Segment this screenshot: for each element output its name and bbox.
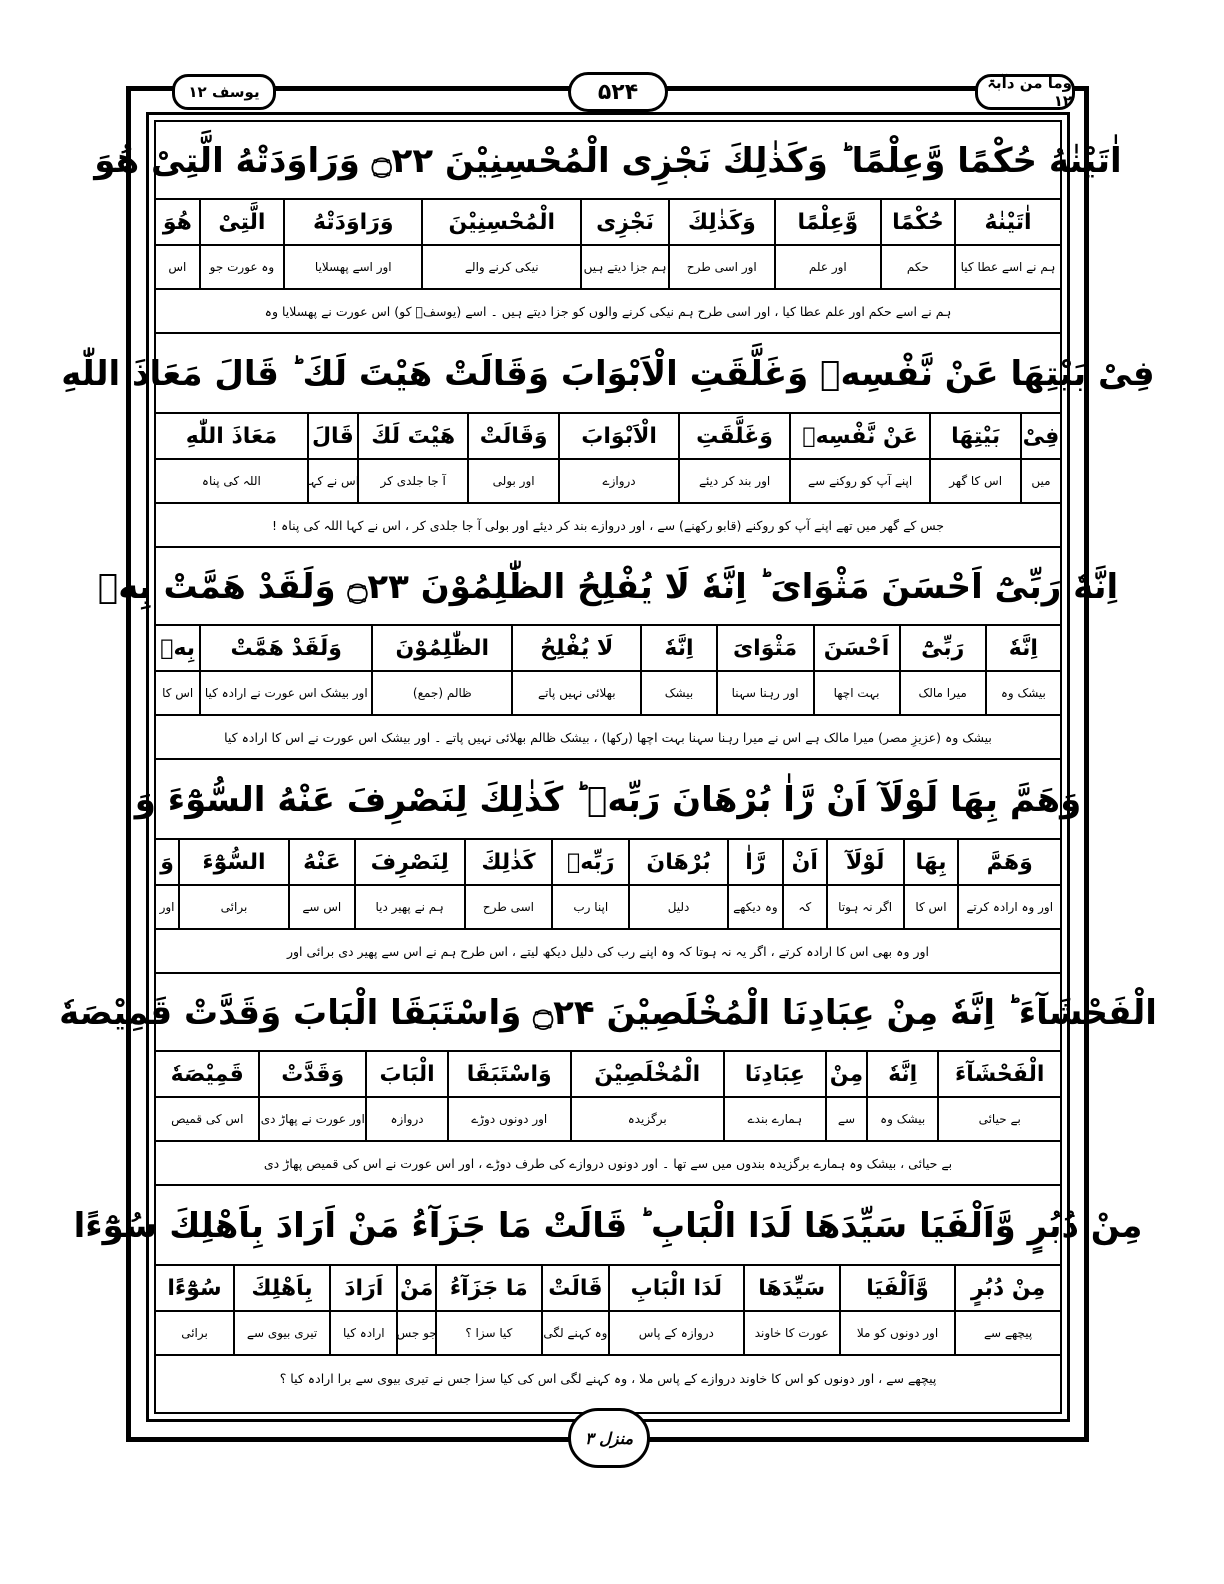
word-arabic: هُوَ [156,200,198,246]
verse-block [59,974,1157,1186]
word-meaning-row [156,460,1060,504]
word-meaning: ہم نے اسے عطا کیا [954,246,1060,290]
word-arabic: رَّاٰ [727,840,782,886]
arabic-verse-line: مِنْ دُبُرٍ وَّاَلْفَیَا سَیِّدَهَا لَدَا الْبَابِ ؕ قَالَتْ مَا جَزَآءُ مَنْ اَرَادَ بِاَهْلِكَ سُوْٓءًا [156,1188,1060,1266]
word-arabic: قَالَتْ [541,1266,608,1312]
word-arabic: وَغَلَّقَتِ [678,414,789,460]
word-arabic: الْمُخْلَصِیْنَ [570,1052,723,1098]
word-arabic: لِنَصْرِفَ [354,840,464,886]
word-arabic: الْفَحْشَآءَ [937,1052,1060,1098]
word-arabic: بُرْهَانَ [628,840,727,886]
word-arabic: وَكَذٰلِكَ [668,200,774,246]
word-meaning: عورت کا خاوند [743,1312,839,1356]
word-meaning: اور عورت نے پھاڑ دی [258,1098,365,1142]
word-meaning: ظالم (جمع) [371,672,511,716]
word-arabic: وَقَدَّتْ [258,1052,365,1098]
word-arabic-row [156,1052,1060,1098]
word-arabic: فِیْ [1020,414,1060,460]
word-meaning: بھلائی نہیں پاتے [511,672,640,716]
word-arabic: قَالَ [307,414,357,460]
word-meaning: تیری بیوی سے [233,1312,329,1356]
word-meaning: اپنا رب [551,886,628,930]
word-meaning: اور بولی [467,460,557,504]
manzil-badge: منزل ۳ [568,1408,650,1468]
word-meaning: اور بند کر دیئے [678,460,789,504]
word-arabic: بِهَا [903,840,958,886]
word-meaning: ہم نے پھیر دیا [354,886,464,930]
word-arabic: نَجْزِی [580,200,668,246]
word-meaning: وہ عورت جو [199,246,284,290]
word-meaning: آ جا جلدی کر [357,460,468,504]
word-arabic: مِنْ دُبُرٍ [954,1266,1060,1312]
urdu-translation-line: پیچھے سے ، اور دونوں کو اس کا خاوند دروازے کے پاس ملا ، وہ کہنے لگی اس کی کیا سزا جس نے تیری بیوی سے برا ارادہ کیا ؟ [279,1370,937,1386]
word-meaning: اپنے آپ کو روکنے سے [789,460,930,504]
urdu-translation-line: بے حیائی ، بیشک وہ ہمارے برگزیدہ بندوں میں سے تھا ۔ اور دونوں دروازے کی طرف دوڑے ، اور اس عورت نے اس کی قمیص پھاڑ دی [156,1142,1060,1186]
word-meaning: اور رہنا سہنا [716,672,813,716]
word-meaning: پیچھے سے [954,1312,1060,1356]
word-arabic: لَوْلَآ [826,840,903,886]
word-arabic: سَیِّدَهَا [743,1266,839,1312]
arabic-verse-line: اٰتَیْنٰهُ حُكْمًا وَّعِلْمًا ؕ وَكَذٰلِكَ نَجْزِی الْمُحْسِنِیْنَ ۝۲۲ وَرَاوَدَتْهُ الَّتِیْ هُوَ [156,122,1060,200]
word-arabic: رَبِّیْٓ [899,626,985,672]
word-meaning: سے [825,1098,866,1142]
word-arabic: بَیْتِهَا [929,414,1019,460]
word-meaning: برائی [156,1312,233,1356]
word-arabic: اَرَادَ [329,1266,396,1312]
word-arabic: وَاسْتَبَقَا [447,1052,570,1098]
word-arabic-row [156,414,1060,460]
word-arabic: وَرَاوَدَتْهُ [283,200,421,246]
word-meaning: بیشک وہ [866,1098,938,1142]
word-arabic: مَا جَزَآءُ [435,1266,541,1312]
word-meaning: میرا مالک [899,672,985,716]
word-arabic-row [156,626,1060,672]
word-meaning: بہت اچھا [813,672,899,716]
word-meaning: کہ [782,886,826,930]
word-arabic: الَّتِیْ [199,200,284,246]
word-meaning: وہ دیکھے [727,886,782,930]
word-arabic: الْبَابَ [365,1052,447,1098]
word-meaning: اس نے کہا [307,460,357,504]
word-meaning: میں [1020,460,1060,504]
arabic-verse-line: وَهَمَّ بِهَا لَوْلَآ اَنْ رَّاٰ بُرْهَانَ رَبِّهٖ ؕ كَذٰلِكَ لِنَصْرِفَ عَنْهُ السُّوْٓءَ وَ [156,762,1060,840]
word-arabic: اَحْسَنَ [813,626,899,672]
word-arabic: مَثْوَایَ [716,626,813,672]
word-arabic: مَعَاذَ اللّٰهِ [156,414,307,460]
word-meaning-row [156,672,1060,716]
word-meaning: اور اسی طرح [668,246,774,290]
word-meaning: اور دونوں کو ملا [839,1312,954,1356]
word-meaning: اس کا [903,886,958,930]
para-name-tab: وما من دآبۃ ۱۲ [975,74,1075,110]
word-arabic-row [156,200,1060,246]
urdu-translation-line: اور وہ بھی اس کا ارادہ کرتے ، اگر یہ نہ ہوتا کہ وہ اپنے رب کی دلیل دیکھ لیتے ، اس طرح ہم نے اس سے پھیر دی برائی اور [156,930,1060,974]
word-arabic: عَنْ نَّفْسِهٖ [789,414,930,460]
word-meaning: ہمارے بندے [723,1098,825,1142]
word-arabic: اِنَّهٗ [640,626,715,672]
word-meaning: اور دونوں دوڑے [447,1098,570,1142]
word-meaning: ارادہ کیا [329,1312,396,1356]
word-meaning: اور اسے پھسلایا [283,246,421,290]
word-meaning: بیشک وہ [985,672,1060,716]
word-meaning: اس کا گھر [929,460,1019,504]
word-meaning: اس کا [156,672,199,716]
page-number: ۵۲۴ [568,72,668,112]
word-arabic: لَدَا الْبَابِ [608,1266,743,1312]
verse-block [61,336,1155,548]
word-meaning: اور [156,886,178,930]
word-meaning: اور بیشک اس عورت نے ارادہ کیا [199,672,371,716]
word-arabic: وَلَقَدْ هَمَّتْ [199,626,371,672]
word-arabic: الْاَبْوَابَ [558,414,679,460]
word-meaning: اور وہ ارادہ کرتے [957,886,1060,930]
word-meaning: بے حیائی [937,1098,1060,1142]
word-meaning: نیکی کرنے والے [421,246,580,290]
word-arabic: لَا یُفْلِحُ [511,626,640,672]
word-arabic: سُوْٓءًا [156,1266,233,1312]
word-meaning: اگر نہ ہوتا [826,886,903,930]
arabic-verse-line: اِنَّهٗ رَبِّیْٓ اَحْسَنَ مَثْوَایَ ؕ اِنَّهٗ لَا یُفْلِحُ الظّٰلِمُوْنَ ۝۲۳ وَلَقَدْ هَمَّتْ بِهٖ [156,548,1060,626]
urdu-translation-line: جس کے گھر میں تھے اپنے آپ کو روکنے (قابو رکھنے) سے ، اور دروازے بند کر دیئے اور بولی آ جا جلدی کر ، اس نے کہا اللہ کی پناہ ! [156,504,1060,548]
word-meaning: اس [156,246,198,290]
verse-block [97,548,1119,760]
urdu-translation-line: ہم نے اسے حکم اور علم عطا کیا ، اور اسی طرح ہم نیکی کرنے والوں کو جزا دیتے ہیں ۔ اسے (یوسفؑ کو) اس عورت نے پھسلایا وہ [156,290,1060,334]
arabic-verse-line: الْفَحْشَآءَ ؕ اِنَّهٗ مِنْ عِبَادِنَا الْمُخْلَصِیْنَ ۝۲۴ وَاسْتَبَقَا الْبَابَ وَقَدَّتْ قَمِیْصَهٗ [156,974,1060,1052]
word-arabic: اَنْ [782,840,826,886]
word-arabic: كَذٰلِكَ [464,840,552,886]
verse-block [73,1188,1143,1400]
word-meaning: حکم [880,246,954,290]
word-meaning: دروازہ کے پاس [608,1312,743,1356]
word-meaning: برگزیدہ [570,1098,723,1142]
word-meaning: دروازہ [365,1098,447,1142]
word-arabic: مِنْ [825,1052,866,1098]
word-meaning: ہم جزا دیتے ہیں [580,246,668,290]
word-arabic-row [156,840,1060,886]
urdu-translation-line: بیشک وہ (عزیزِ مصر) میرا مالک ہے اس نے میرا رہنا سہنا بہت اچھا (رکھا) ، بیشک ظالم بھلائی نہیں پاتے ۔ اور بیشک اس عورت نے اس کا ارادہ کیا [156,716,1060,760]
word-meaning: وہ کہنے لگی [541,1312,608,1356]
word-meaning: اس سے [288,886,354,930]
word-arabic: اِنَّهٗ [985,626,1060,672]
word-arabic: وَقَالَتْ [467,414,557,460]
word-arabic: رَبِّهٖ [551,840,628,886]
word-arabic: وَ [156,840,178,886]
surah-name-tab: یوسف ۱۲ [172,74,276,110]
page-content [59,120,1157,1414]
word-arabic: بِهٖ [156,626,199,672]
word-meaning: اسی طرح [464,886,552,930]
word-meaning: اللہ کی پناہ [156,460,307,504]
word-meaning: اور علم [774,246,880,290]
word-arabic: قَمِیْصَهٗ [156,1052,258,1098]
word-meaning-row [156,886,1060,930]
word-meaning-row [156,1312,1060,1356]
word-arabic-row [156,1266,1060,1312]
verse-block [94,122,1122,334]
word-meaning: دروازے [558,460,679,504]
word-arabic: اٰتَیْنٰهُ [954,200,1060,246]
verse-block [134,762,1082,974]
word-arabic: بِاَهْلِكَ [233,1266,329,1312]
word-arabic: اِنَّهٗ [866,1052,938,1098]
word-meaning: دلیل [628,886,727,930]
word-arabic: الْمُحْسِنِیْنَ [421,200,580,246]
word-arabic: حُكْمًا [880,200,954,246]
word-arabic: وَّاَلْفَیَا [839,1266,954,1312]
word-meaning: بیشک [640,672,715,716]
word-meaning-row [156,1098,1060,1142]
word-arabic: عَنْهُ [288,840,354,886]
word-meaning-row [156,246,1060,290]
word-arabic: هَیْتَ لَكَ [357,414,468,460]
word-meaning: اس کی قمیص [156,1098,258,1142]
word-arabic: السُّوْٓءَ [178,840,288,886]
word-arabic: الظّٰلِمُوْنَ [371,626,511,672]
word-meaning: برائی [178,886,288,930]
word-arabic: وَّعِلْمًا [774,200,880,246]
word-arabic: عِبَادِنَا [723,1052,825,1098]
word-meaning: جو جس [396,1312,435,1356]
word-arabic: وَهَمَّ [957,840,1060,886]
word-meaning: کیا سزا ؟ [435,1312,541,1356]
arabic-verse-line: فِیْ بَیْتِهَا عَنْ نَّفْسِهٖ وَغَلَّقَتِ الْاَبْوَابَ وَقَالَتْ هَیْتَ لَكَ ؕ قَالَ مَعَاذَ اللّٰهِ [156,336,1060,414]
word-arabic: مَنْ [396,1266,435,1312]
